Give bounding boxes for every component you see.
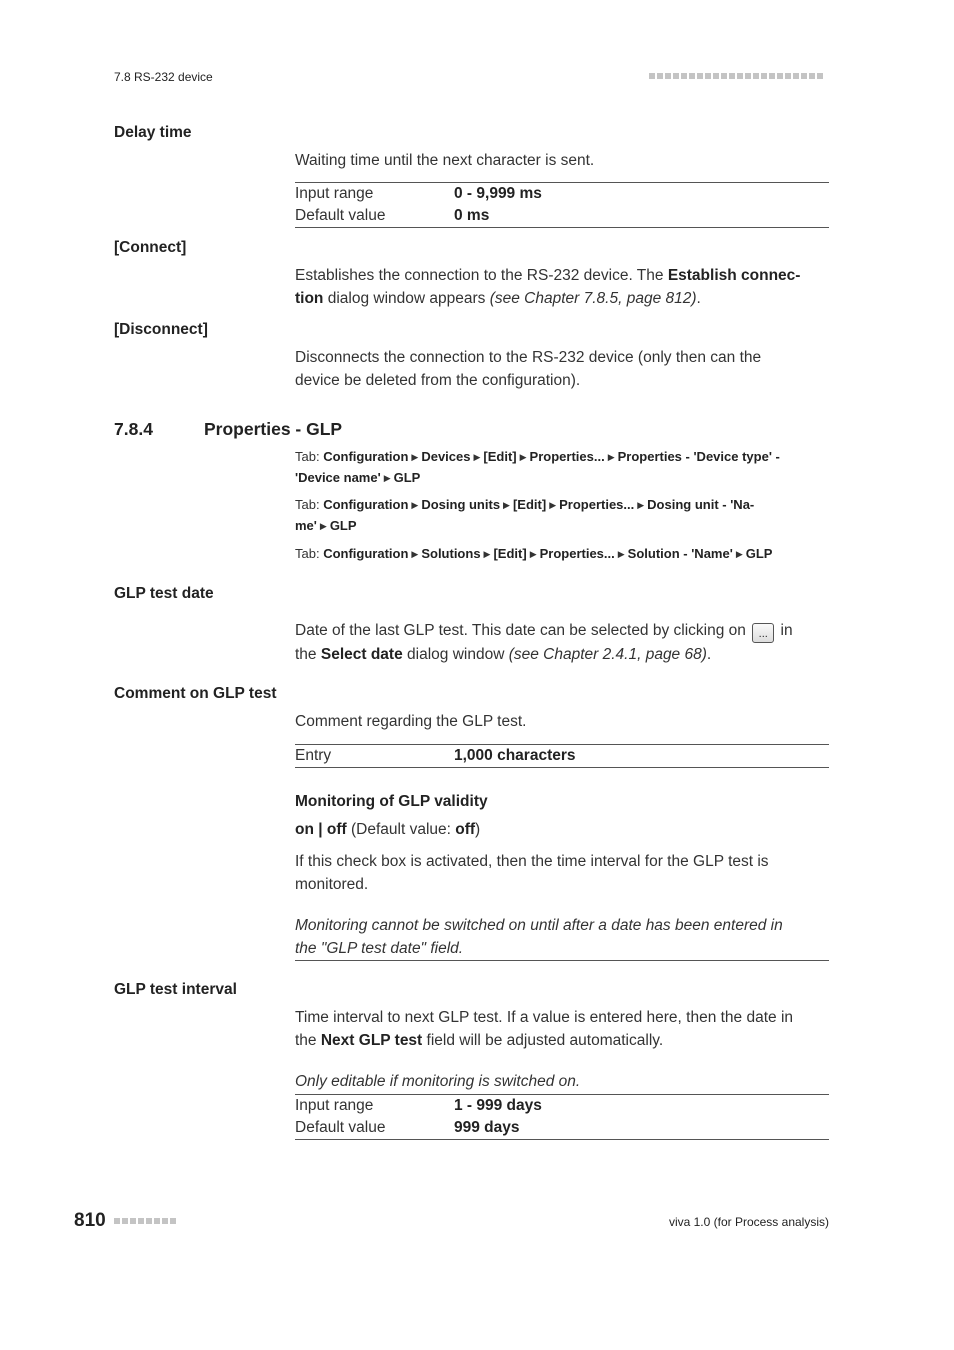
value-separator: | <box>313 821 327 838</box>
row-value: 999 days <box>454 1119 520 1136</box>
comment-table <box>295 744 829 768</box>
default-label: (Default value: <box>346 821 456 838</box>
connect-text: . <box>696 290 701 307</box>
date-text: . <box>706 646 712 663</box>
date-text: in <box>780 622 793 639</box>
date-text: the <box>295 646 321 663</box>
monitoring-heading: Monitoring of GLP validity <box>295 793 488 810</box>
table-row <box>295 205 829 228</box>
connect-text: Establishes the connection to the RS-232 device. The <box>295 267 668 284</box>
monitoring-text: If this check box is activated, then the time interval for the GLP test is <box>295 853 769 870</box>
product-name: viva 1.0 (for Process analysis) <box>668 1215 829 1229</box>
path-item: Configuration <box>323 497 409 512</box>
glp-test-date-description <box>295 619 829 666</box>
monitoring-values <box>295 818 829 841</box>
monitoring-text: monitored. <box>295 876 369 893</box>
tab-path <box>295 447 829 489</box>
path-item: Solutions <box>421 546 481 561</box>
value-off: off <box>326 821 347 838</box>
interval-text: the <box>295 1032 321 1049</box>
tab-prefix: Tab: <box>295 449 324 464</box>
chapter-reference: (see Chapter 2.4.1, page 68) <box>508 646 707 663</box>
path-item: 'Device name' <box>295 470 381 485</box>
path-item: Configuration <box>323 546 409 561</box>
path-item: Properties... <box>559 497 635 512</box>
table-row <box>295 1095 829 1118</box>
value-on: on <box>295 821 314 838</box>
running-header: 7.8 RS-232 device <box>114 70 213 84</box>
default-value: off <box>455 821 476 838</box>
triangle-right-icon: ▶ <box>617 549 625 559</box>
path-item: Devices <box>421 449 471 464</box>
monitoring-note <box>295 914 829 960</box>
note-text: Monitoring cannot be switched on until after a date has been entered in <box>295 917 783 934</box>
glp-interval-description <box>295 1006 829 1052</box>
glp-test-date-heading: GLP test date <box>114 585 214 602</box>
triangle-right-icon: ▶ <box>411 500 419 510</box>
row-key: Input range <box>295 185 374 202</box>
path-item: Properties - 'Device type' - <box>617 449 780 464</box>
triangle-right-icon: ▶ <box>473 452 481 462</box>
date-text: dialog window <box>402 646 509 663</box>
section-title: Properties - GLP <box>204 419 343 439</box>
row-value: 0 ms <box>454 207 490 224</box>
row-key: Input range <box>295 1097 374 1114</box>
path-item: GLP <box>393 470 421 485</box>
date-text: Date of the last GLP test. This date can be selected by clicking on <box>295 622 746 639</box>
triangle-right-icon: ▶ <box>411 549 419 559</box>
triangle-right-icon: ▶ <box>411 452 419 462</box>
triangle-right-icon: ▶ <box>383 473 391 483</box>
monitoring-description <box>295 850 829 896</box>
glp-interval-heading: GLP test interval <box>114 981 237 998</box>
triangle-right-icon: ▶ <box>637 500 645 510</box>
path-item: [Edit] <box>483 449 517 464</box>
triangle-right-icon: ▶ <box>735 549 743 559</box>
row-value: 1 - 999 days <box>454 1097 542 1114</box>
dialog-name-cont: tion <box>295 290 324 307</box>
comment-heading: Comment on GLP test <box>114 685 277 702</box>
tab-prefix: Tab: <box>295 546 324 561</box>
connect-text: dialog window appears <box>323 290 490 307</box>
comment-description: Comment regarding the GLP test. <box>295 713 527 730</box>
disconnect-text: device be deleted from the configuration). <box>295 372 581 389</box>
table-row <box>295 183 829 206</box>
triangle-right-icon: ▶ <box>503 500 510 510</box>
path-item: [Edit] <box>493 546 527 561</box>
path-item: [Edit] <box>512 497 547 512</box>
dialog-name: Select date <box>320 646 403 663</box>
triangle-right-icon: ▶ <box>483 549 491 559</box>
glp-interval-table <box>295 1094 829 1140</box>
tab-prefix: Tab: <box>295 497 324 512</box>
footer-decoration <box>114 1218 176 1224</box>
tab-path <box>295 495 829 537</box>
glp-interval-note: Only editable if monitoring is switched on. <box>295 1073 581 1090</box>
chapter-reference: (see Chapter 7.8.5, page 812) <box>489 290 697 307</box>
connect-heading: [Connect] <box>114 239 187 256</box>
interval-text: Time interval to next GLP test. If a value is entered here, then the date in <box>295 1009 794 1026</box>
disconnect-text: Disconnects the connection to the RS-232 device (only then can the <box>295 349 762 366</box>
delay-time-table <box>295 182 829 228</box>
connect-description <box>295 264 829 310</box>
path-item: Configuration <box>323 449 409 464</box>
delay-time-description: Waiting time until the next character is sent. <box>295 152 595 169</box>
row-value: 0 - 9,999 ms <box>454 185 542 202</box>
row-key: Default value <box>295 207 386 224</box>
triangle-right-icon: ▶ <box>519 452 527 462</box>
path-item: me' <box>295 518 317 533</box>
page-number: 810 <box>74 1210 106 1231</box>
row-key: Entry <box>295 747 332 764</box>
delay-time-heading: Delay time <box>114 124 192 141</box>
path-item: Dosing units <box>421 497 501 512</box>
path-item: Solution - 'Name' <box>627 546 733 561</box>
interval-text: field will be adjusted automatically. <box>422 1032 664 1049</box>
tab-path <box>295 544 829 565</box>
triangle-right-icon: ▶ <box>549 500 557 510</box>
table-row <box>295 1117 829 1140</box>
path-item: GLP <box>745 546 773 561</box>
triangle-right-icon: ▶ <box>529 549 537 559</box>
row-value: 1,000 characters <box>454 747 576 764</box>
header-decoration <box>649 73 823 79</box>
row-key: Default value <box>295 1119 386 1136</box>
triangle-right-icon: ▶ <box>319 521 327 531</box>
field-name: Next GLP test <box>320 1032 423 1049</box>
path-item: GLP <box>329 518 357 533</box>
path-item: Properties... <box>539 546 615 561</box>
note-text: the "GLP test date" field. <box>295 940 464 957</box>
disconnect-description <box>295 346 829 392</box>
divider <box>295 960 829 961</box>
disconnect-heading: [Disconnect] <box>114 321 208 338</box>
dialog-name: Establish connec- <box>667 267 801 284</box>
section-number: 7.8.4 <box>114 419 153 439</box>
table-row <box>295 745 829 768</box>
path-item: Dosing unit - 'Na- <box>647 497 755 512</box>
paren-close: ) <box>475 821 481 838</box>
ellipsis-button-icon: ... <box>752 623 774 643</box>
path-item: Properties... <box>529 449 605 464</box>
triangle-right-icon: ▶ <box>607 452 615 462</box>
